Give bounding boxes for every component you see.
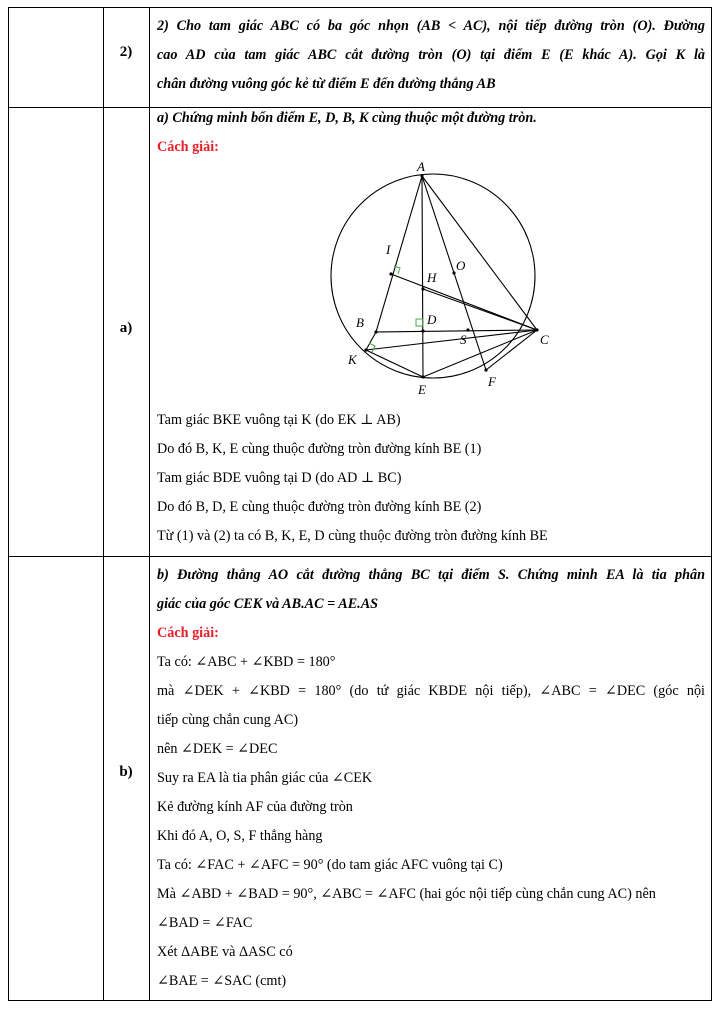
part-b-task-line-2: giác của góc CEK và AB.AC = AE.AS: [157, 596, 379, 612]
label-O: O: [456, 258, 466, 273]
row-number-a: a): [119, 320, 133, 336]
part-a-line-3: Tam giác BDE vuông tại D (do AD ⊥ BC): [157, 470, 402, 486]
part-a-solution-label: Cách giải:: [157, 139, 219, 155]
label-A: A: [417, 159, 425, 174]
label-E: E: [418, 382, 426, 397]
part-b-line-3: tiếp cùng chắn cung AC): [157, 712, 299, 728]
part-a-line-1: Tam giác BKE vuông tại K (do EK ⊥ AB): [157, 412, 401, 428]
column-divider-1: [103, 8, 104, 1000]
part-b-line-9: Mà ∠ABD + ∠BAD = 90°, ∠ABC = ∠AFC (hai góc nội tiếp cùng chắn cung AC) nên: [157, 886, 656, 902]
part-b-line-4: nên ∠DEK = ∠DEC: [157, 741, 278, 757]
row-number-b: b): [119, 764, 133, 780]
label-K: K: [348, 352, 357, 367]
solution-table: [8, 7, 712, 1001]
label-H: H: [427, 270, 437, 285]
statement-line-1: 2) Cho tam giác ABC có ba góc nhọn (AB < AC), nội tiếp đường tròn (O). Đường: [157, 18, 705, 34]
part-a-content: [149, 104, 711, 551]
part-b-line-8: Ta có: ∠FAC + ∠AFC = 90° (do tam giác AFC vuông tại C): [157, 857, 503, 873]
part-b-line-10: ∠BAD = ∠FAC: [157, 915, 253, 931]
part-b-line-7: Khi đó A, O, S, F thẳng hàng: [157, 828, 323, 844]
part-b-line-6: Kẻ đường kính AF của đường tròn: [157, 799, 353, 815]
part-b-solution-label: Cách giải:: [157, 625, 219, 641]
row-divider-2: [9, 556, 711, 557]
part-b-line-5: Suy ra EA là tia phân giác của ∠CEK: [157, 770, 373, 786]
part-a-line-2: Do đó B, K, E cùng thuộc đường tròn đường kính BE (1): [157, 441, 482, 457]
geometry-figure: [316, 159, 549, 398]
row-number-2: 2): [119, 44, 133, 60]
part-b-line-2: mà ∠DEK + ∠KBD = 180° (do tứ giác KBDE nội tiếp), ∠ABC = ∠DEC (góc nội: [157, 683, 705, 699]
label-I: I: [386, 242, 391, 257]
part-b-content: [149, 561, 711, 996]
part-a-line-4: Do đó B, D, E cùng thuộc đường tròn đường kính BE (2): [157, 499, 482, 515]
part-a-line-5: Từ (1) và (2) ta có B, K, E, D cùng thuộc đường tròn đường kính BE: [157, 528, 548, 544]
part-b-line-1: Ta có: ∠ABC + ∠KBD = 180°: [157, 654, 336, 670]
label-F: F: [488, 374, 496, 389]
part-b-line-11: Xét ΔABE và ΔASC có: [157, 944, 293, 960]
part-a-task: a) Chứng minh bốn điểm E, D, B, K cùng thuộc một đường tròn.: [157, 110, 537, 126]
label-S: S: [460, 332, 467, 347]
label-B: B: [356, 315, 364, 330]
part-b-task-line-1: b) Đường thẳng AO cắt đường thẳng BC tại điểm S. Chứng minh EA là tia phân: [157, 567, 705, 583]
statement-line-2: cao AD của tam giác ABC cắt đường tròn (O) tại điểm E (E khác A). Gọi K là: [157, 47, 705, 63]
label-C: C: [540, 332, 549, 347]
label-D: D: [427, 312, 437, 327]
problem-statement: [149, 12, 711, 99]
statement-line-3: chân đường vuông góc kẻ từ điểm E đến đường thẳng AB: [157, 76, 496, 92]
part-b-line-12: ∠BAE = ∠SAC (cmt): [157, 973, 287, 989]
